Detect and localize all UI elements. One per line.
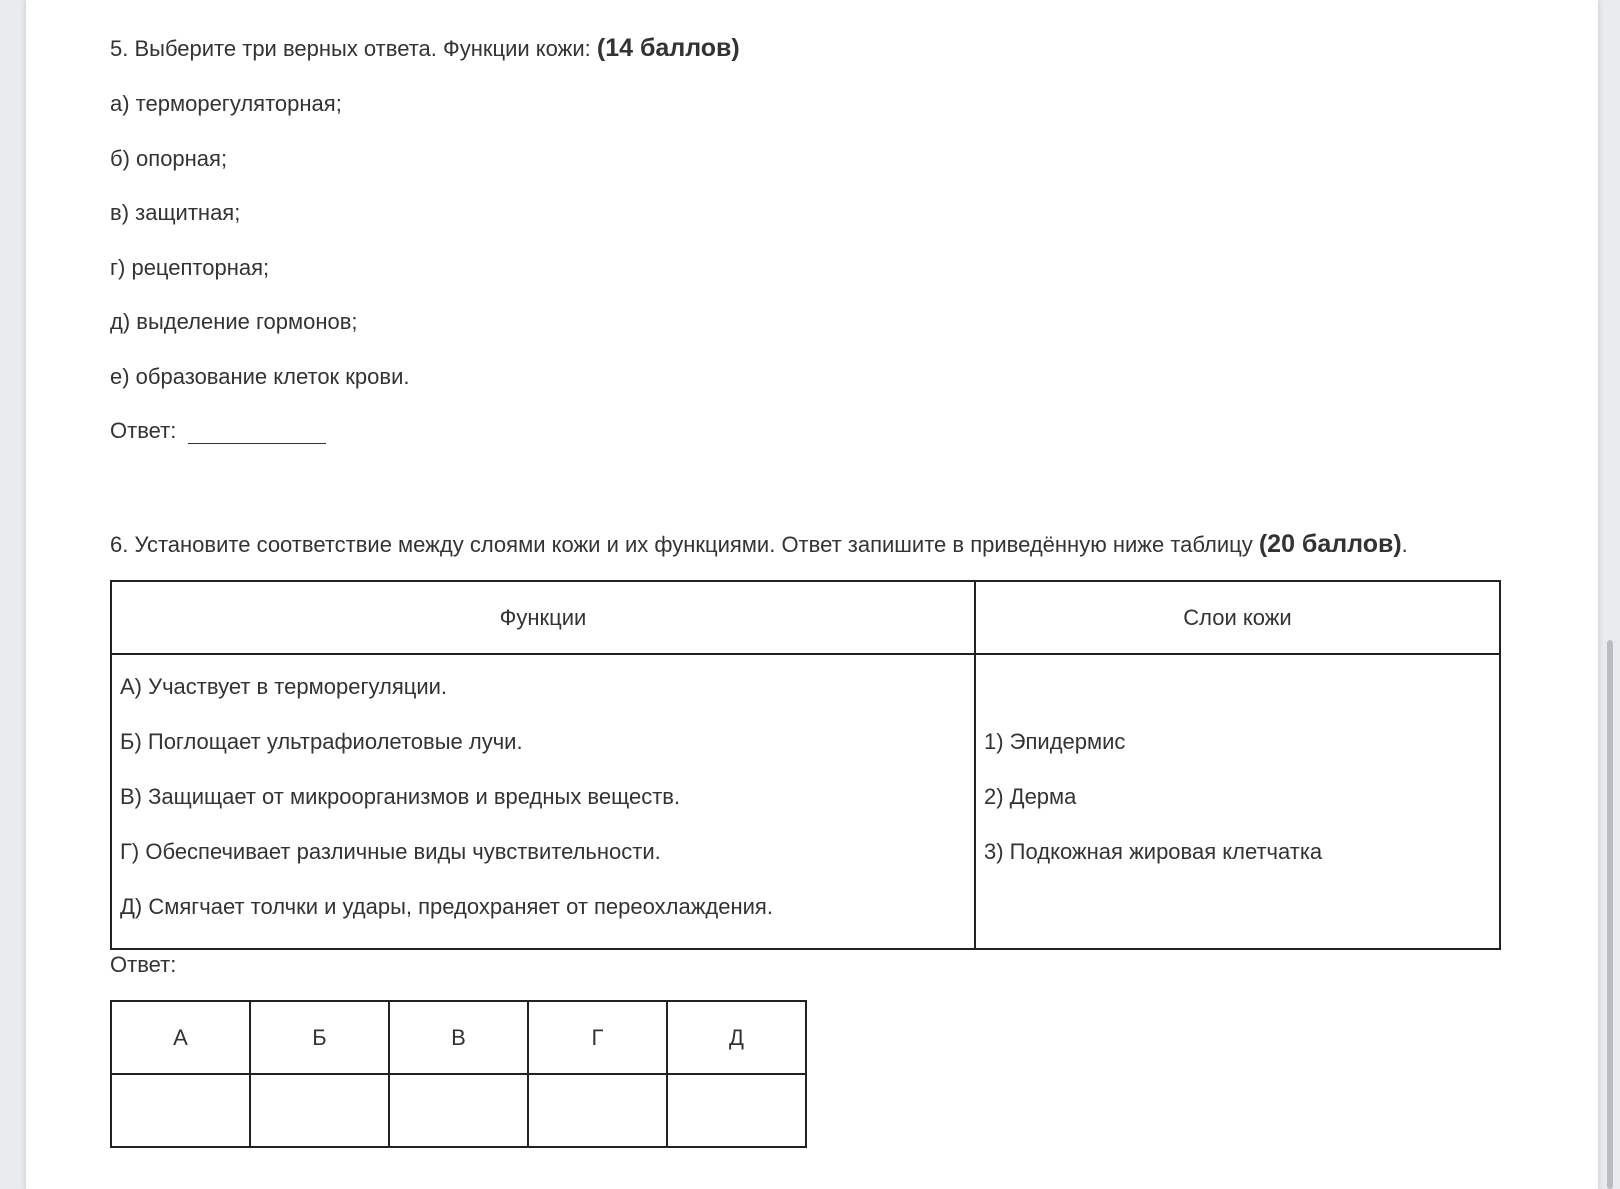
answer-table-header: [111, 1001, 806, 1074]
answer-cell-d[interactable]: [667, 1074, 806, 1147]
answer-cell-b[interactable]: [250, 1074, 389, 1147]
question-5-title: [110, 34, 740, 63]
matching-table-body: [111, 654, 1500, 949]
option-a: а) терморегуляторная;: [110, 91, 342, 116]
option-v: в) защитная;: [110, 200, 241, 225]
question-5-answer: [110, 418, 326, 444]
question-6-title: [110, 530, 1408, 559]
answer-table-input-row: [111, 1074, 806, 1147]
layers-cell: [975, 654, 1500, 949]
answer-cell-g[interactable]: [528, 1074, 667, 1147]
layer-item: [984, 879, 1491, 934]
question-6-text: 6. Установите соответствие между слоями кожи и их функциями. Ответ запишите в приведённую ниже таблицу: [110, 532, 1259, 557]
answer-cell-v[interactable]: [389, 1074, 528, 1147]
function-item: Б) Поглощает ультрафиолетовые лучи.: [120, 729, 523, 754]
answer-cell-a[interactable]: [111, 1074, 250, 1147]
answer-table: [110, 1000, 807, 1148]
answer-header-d: Д: [667, 1001, 806, 1074]
answer-header-a: А: [111, 1001, 250, 1074]
answer-header-v: В: [389, 1001, 528, 1074]
option-g: г) рецепторная;: [110, 255, 270, 280]
layer-item: 1) Эпидермис: [984, 729, 1126, 754]
function-item: Г) Обеспечивает различные виды чувствительности.: [120, 839, 661, 864]
header-skin-layers: Слои кожи: [975, 581, 1500, 654]
question-5-text: 5. Выберите три верных ответа. Функции кожи:: [110, 36, 597, 61]
option-b: б) опорная;: [110, 146, 228, 171]
answer-blank[interactable]: [188, 421, 326, 444]
functions-cell: [111, 654, 975, 949]
answer-label: Ответ:: [110, 418, 183, 443]
layer-item: 3) Подкожная жировая клетчатка: [984, 839, 1323, 864]
function-item: Д) Смягчает толчки и удары, предохраняет от переохлаждения.: [120, 894, 773, 919]
option-d: д) выделение гормонов;: [110, 309, 358, 334]
answer-header-b: Б: [250, 1001, 389, 1074]
layer-item: 2) Дерма: [984, 784, 1077, 809]
matching-table: [110, 580, 1501, 950]
answer-header-g: Г: [528, 1001, 667, 1074]
document-page: [26, 0, 1598, 1189]
question-6-title-end: .: [1401, 532, 1408, 557]
layer-item: [984, 659, 1491, 714]
function-item: В) Защищает от микроорганизмов и вредных веществ.: [120, 784, 681, 809]
header-functions: Функции: [111, 581, 975, 654]
function-item: А) Участвует в терморегуляции.: [120, 674, 448, 699]
vertical-scrollbar[interactable]: [1607, 640, 1613, 1189]
matching-table-header: [111, 581, 1500, 654]
question-6-answer-label: Ответ:: [110, 952, 177, 977]
question-5-points: (14 баллов): [596, 34, 740, 62]
question-6-points: (20 баллов): [1258, 530, 1402, 558]
option-e: е) образование клеток крови.: [110, 364, 410, 389]
